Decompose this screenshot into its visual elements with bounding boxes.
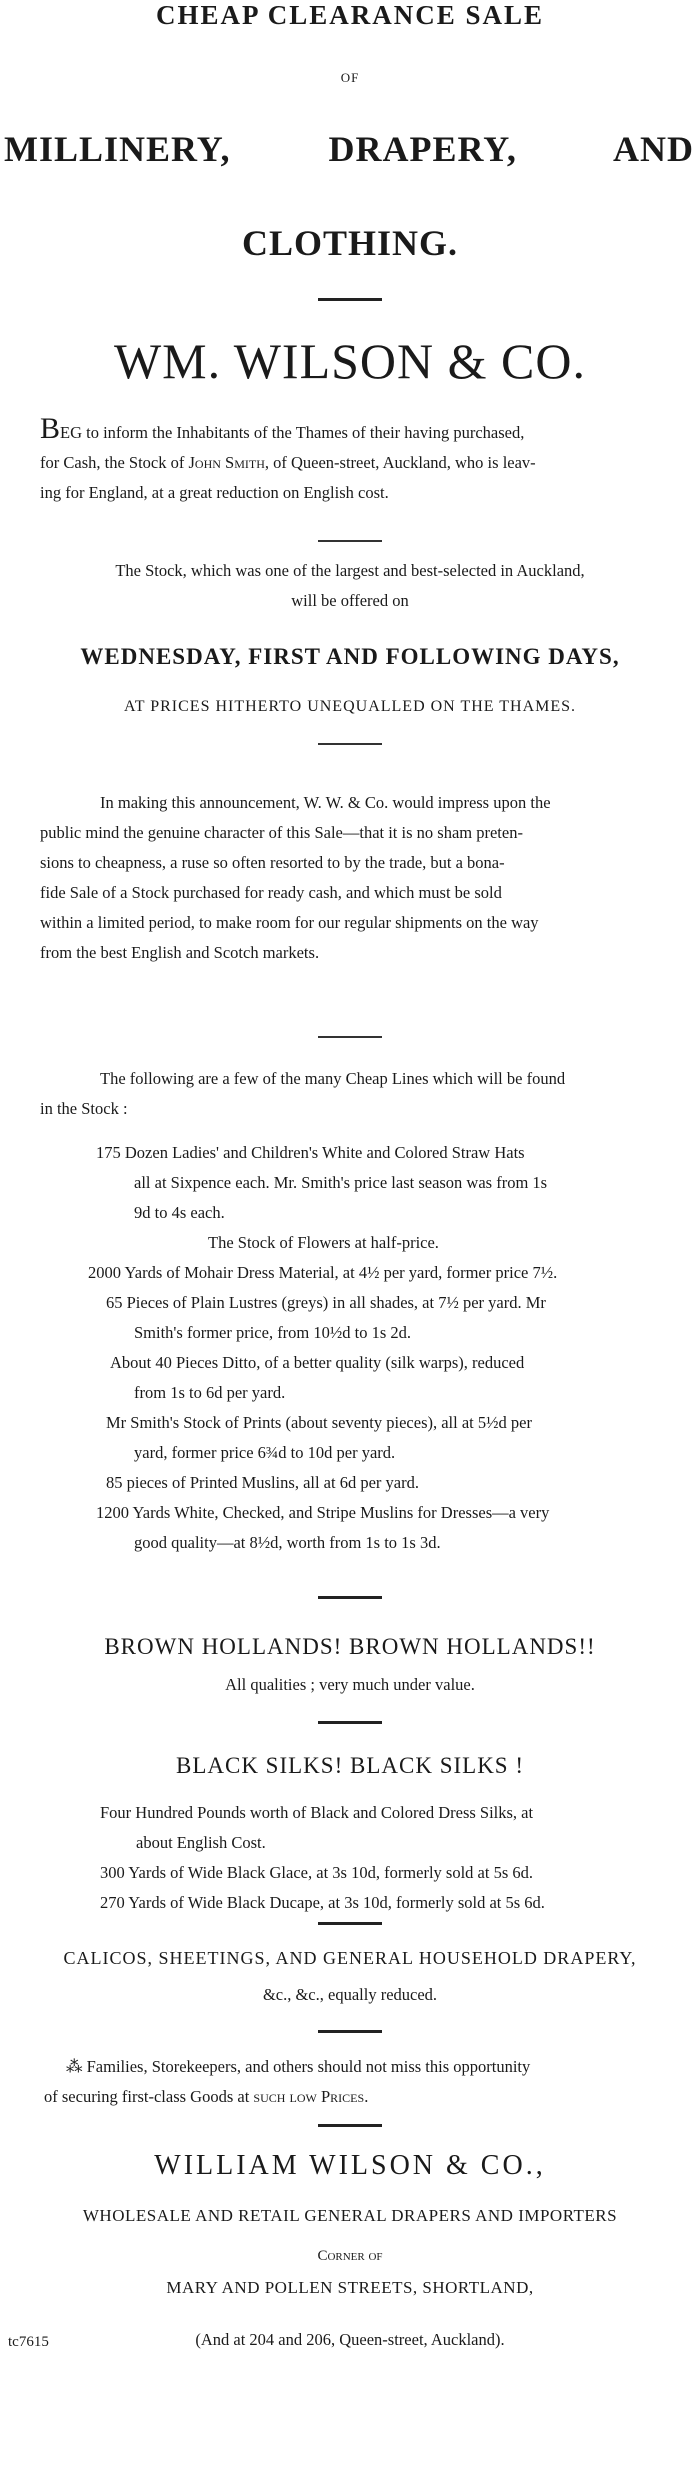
intro-line-1: EG to inform the Inhabitants of the Thames of their having purchased, [60, 423, 525, 442]
drop-cap: B [40, 412, 61, 445]
stock-line-1: The Stock, which was one of the largest and best-selected in Auckland, [115, 561, 585, 580]
families-line-2-post: . [364, 2087, 369, 2106]
silks-line: about English Cost. [136, 1833, 266, 1852]
item-list [88, 1138, 676, 1558]
announcement-paragraph [40, 788, 670, 968]
list-item: all at Sixpence each. Mr. Smith's price last season was from 1s [134, 1173, 548, 1192]
footer-trade: WHOLESALE AND RETAIL GENERAL DRAPERS AND IMPORTERS [82, 2206, 618, 2225]
announcement-line: within a limited period, to make room for our regular shipments on the way [40, 913, 539, 932]
intro-line-3: ing for England, at a great reduction on English cost. [40, 483, 389, 502]
headline-line-2: OF [340, 70, 360, 85]
list-item: yard, former price 6¾d to 10d per yard. [134, 1443, 396, 1462]
footer-auckland: (And at 204 and 206, Queen-street, Auckland). [195, 2330, 505, 2349]
list-item: About 40 Pieces Ditto, of a better quality (silk warps), reduced [110, 1353, 525, 1372]
lines-intro-line: in the Stock : [40, 1099, 128, 1118]
divider [318, 298, 382, 301]
list-item: Mr Smith's Stock of Prints (about seventy pieces), all at 5½d per [106, 1413, 532, 1432]
announcement-line: public mind the genuine character of this Sale—that it is no sham preten- [40, 823, 523, 842]
silks-line: Four Hundred Pounds worth of Black and Colored Dress Silks, at [100, 1803, 534, 1822]
intro-line-2-pre: for Cash, the Stock of [40, 453, 185, 472]
families-line-1: ⁂ Families, Storekeepers, and others should not miss this opportunity [66, 2057, 531, 2076]
divider [318, 1036, 382, 1038]
divider [318, 1721, 382, 1724]
lines-intro [40, 1064, 670, 1124]
announcement-line: sions to cheapness, a ruse so often resorted to by the trade, but a bona- [40, 853, 505, 872]
firm-name: WM. WILSON & CO. [113, 333, 586, 389]
intro-paragraph [40, 412, 680, 508]
list-item: 9d to 4s each. [134, 1203, 225, 1222]
announcement-line: from the best English and Scotch markets. [40, 943, 320, 962]
stock-line-2: will be offered on [291, 591, 409, 610]
headline-line-4: CLOTHING. [241, 223, 459, 263]
divider [318, 1596, 382, 1599]
footer-streets: MARY AND POLLEN STREETS, SHORTLAND, [166, 2278, 534, 2297]
list-item: from 1s to 6d per yard. [134, 1383, 286, 1402]
silks-title: BLACK SILKS! BLACK SILKS ! [175, 1753, 525, 1778]
silks-line: 300 Yards of Wide Black Glace, at 3s 10d, formerly sold at 5s 6d. [100, 1863, 534, 1882]
announcement-line: fide Sale of a Stock purchased for ready cash, and which must be sold [40, 883, 502, 902]
days-line-1: WEDNESDAY, FIRST AND FOLLOWING DAYS, [80, 644, 620, 669]
headline-line-1: CHEAP CLEARANCE SALE [155, 0, 545, 30]
headline-line-3: MILLINERY, DRAPERY, AND [4, 129, 694, 169]
intro-line-2-post: , of Queen-street, Auckland, who is leav- [264, 453, 536, 472]
intro-name: John Smith [188, 453, 265, 472]
list-item: good quality—at 8½d, worth from 1s to 1s 3d. [134, 1533, 441, 1552]
divider [318, 2124, 382, 2127]
list-item: 1200 Yards White, Checked, and Stripe Muslins for Dresses—a very [96, 1503, 550, 1522]
divider [318, 743, 382, 745]
divider [318, 2030, 382, 2033]
list-item: 175 Dozen Ladies' and Children's White and Colored Straw Hats [96, 1143, 525, 1162]
families-paragraph [44, 2052, 684, 2112]
silks-line: 270 Yards of Wide Black Ducape, at 3s 10d, formerly sold at 5s 6d. [100, 1893, 545, 1912]
divider [318, 540, 382, 542]
list-item: Smith's former price, from 10½d to 1s 2d. [134, 1323, 412, 1342]
hollands-sub: All qualities ; very much under value. [225, 1675, 475, 1694]
footer-corner: Corner of [317, 2248, 383, 2264]
divider [318, 1922, 382, 1925]
list-item: 85 pieces of Printed Muslins, all at 6d per yard. [106, 1473, 419, 1492]
hollands-title: BROWN HOLLANDS! BROWN HOLLANDS!! [104, 1634, 596, 1659]
list-item: 65 Pieces of Plain Lustres (greys) in all shades, at 7½ per yard. Mr [106, 1293, 546, 1312]
calicos-line-1: CALICOS, SHEETINGS, AND GENERAL HOUSEHOLD DRAPERY, [63, 1948, 637, 1968]
calicos-line-2: &c., &c., equally reduced. [262, 1985, 438, 2004]
footer-name: WILLIAM WILSON & CO., [154, 2150, 546, 2181]
families-line-2-pre: of securing first-class Goods at [44, 2087, 250, 2106]
announcement-line: In making this announcement, W. W. & Co. would impress upon the [100, 793, 551, 812]
footer-ref: tc7615 [8, 2334, 49, 2350]
lines-intro-line: The following are a few of the many Cheap Lines which will be found [100, 1069, 566, 1088]
days-line-2: AT PRICES HITHERTO UNEQUALLED ON THE THAMES. [123, 698, 577, 715]
list-item: The Stock of Flowers at half-price. [208, 1233, 439, 1252]
silks-lines [100, 1798, 680, 1918]
list-item: 2000 Yards of Mohair Dress Material, at 4½ per yard, former price 7½. [88, 1263, 558, 1282]
families-line-2-smallcaps: such low Prices [253, 2087, 365, 2106]
